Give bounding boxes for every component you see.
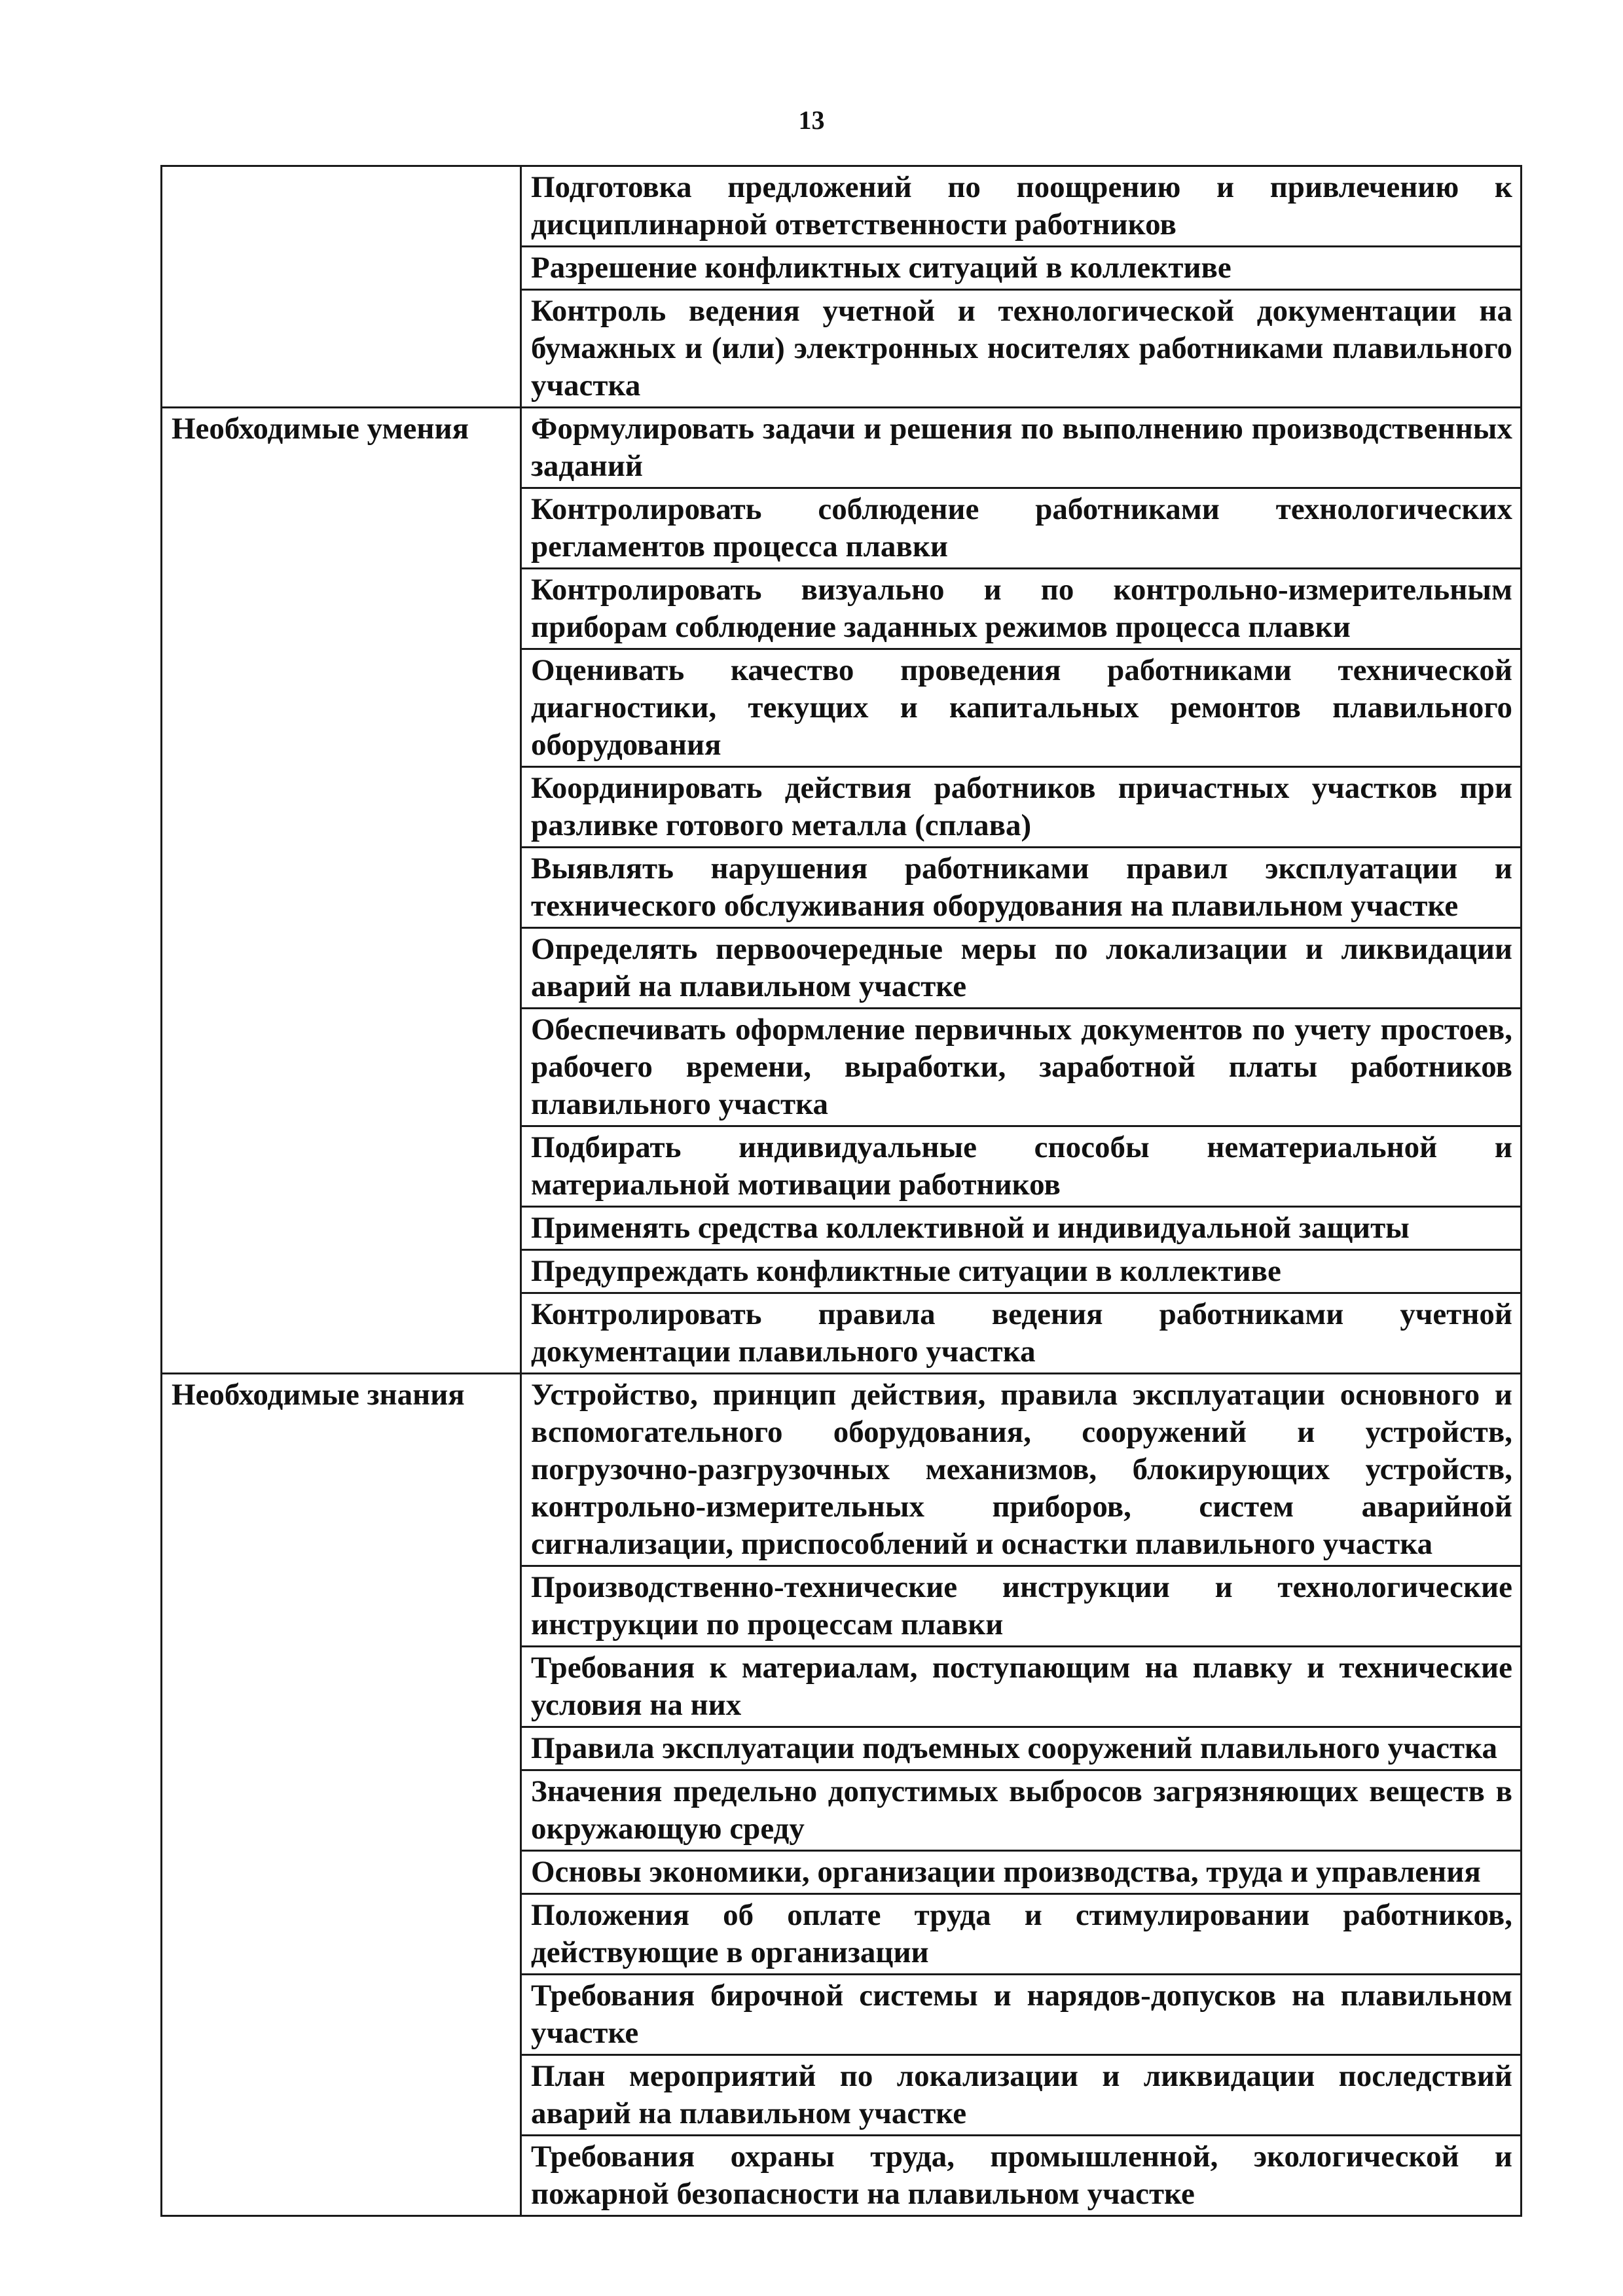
empty-label-cell	[162, 166, 521, 408]
table-cell: План мероприятий по локализации и ликвидации последствий аварий на плавильном участке	[521, 2055, 1522, 2136]
table-cell: Требования к материалам, поступающим на плавку и технические условия на них	[521, 1647, 1522, 1727]
table-row	[162, 408, 1522, 488]
table-cell: Производственно-технические инструкции и технологические инструкции по процессам плавки	[521, 1566, 1522, 1647]
competency-table	[160, 165, 1522, 2217]
table-row	[162, 166, 1522, 247]
page-number: 13	[798, 105, 825, 135]
table-cell: Требования охраны труда, промышленной, экологической и пожарной безопасности на плавильном участке	[521, 2136, 1522, 2216]
table-cell: Определять первоочередные меры по локализации и ликвидации аварий на плавильном участке	[521, 928, 1522, 1009]
table-cell: Подбирать индивидуальные способы нематериальной и материальной мотивации работников	[521, 1126, 1522, 1207]
table-cell: Контролировать соблюдение работниками технологических регламентов процесса плавки	[521, 488, 1522, 569]
table-cell: Основы экономики, организации производства, труда и управления	[521, 1851, 1522, 1894]
table-cell: Правила эксплуатации подъемных сооружений плавильного участка	[521, 1727, 1522, 1770]
table-row	[162, 1374, 1522, 1566]
table-cell: Значения предельно допустимых выбросов загрязняющих веществ в окружающую среду	[521, 1770, 1522, 1851]
table-cell: Обеспечивать оформление первичных документов по учету простоев, рабочего времени, выработки, заработной платы работников плавильного участка	[521, 1009, 1522, 1126]
knowledge-label: Необходимые знания	[162, 1374, 521, 2216]
table-cell: Выявлять нарушения работниками правил эксплуатации и технического обслуживания оборудования на плавильном участке	[521, 848, 1522, 928]
table-cell: Подготовка предложений по поощрению и привлечению к дисциплинарной ответственности работников	[521, 166, 1522, 247]
table-cell: Требования бирочной системы и нарядов-допусков на плавильном участке	[521, 1975, 1522, 2055]
table-cell: Формулировать задачи и решения по выполнению производственных заданий	[521, 408, 1522, 488]
table-cell: Координировать действия работников причастных участков при разливке готового металла (сплава)	[521, 767, 1522, 848]
table-cell: Контроль ведения учетной и технологической документации на бумажных и (или) электронных носителях работниками плавильного участка	[521, 290, 1522, 408]
table-cell: Контролировать правила ведения работниками учетной документации плавильного участка	[521, 1293, 1522, 1374]
table-cell: Разрешение конфликтных ситуаций в коллективе	[521, 247, 1522, 290]
table-cell: Применять средства коллективной и индивидуальной защиты	[521, 1207, 1522, 1250]
skills-label: Необходимые умения	[162, 408, 521, 1374]
table-cell: Положения об оплате труда и стимулировании работников, действующие в организации	[521, 1894, 1522, 1975]
table-cell: Контролировать визуально и по контрольно-измерительным приборам соблюдение заданных режимов процесса плавки	[521, 569, 1522, 649]
table-cell: Предупреждать конфликтные ситуации в коллективе	[521, 1250, 1522, 1293]
table-cell: Устройство, принцип действия, правила эксплуатации основного и вспомогательного оборудования, сооружений и устройств, погрузочно-разгрузочных механизмов, блокирующих устройств, контрольно-измерительных приборов, систем аварийной сигнализации, приспособлений и оснастки плавильного участка	[521, 1374, 1522, 1566]
table-cell: Оценивать качество проведения работниками технической диагностики, текущих и капитальных ремонтов плавильного оборудования	[521, 649, 1522, 767]
